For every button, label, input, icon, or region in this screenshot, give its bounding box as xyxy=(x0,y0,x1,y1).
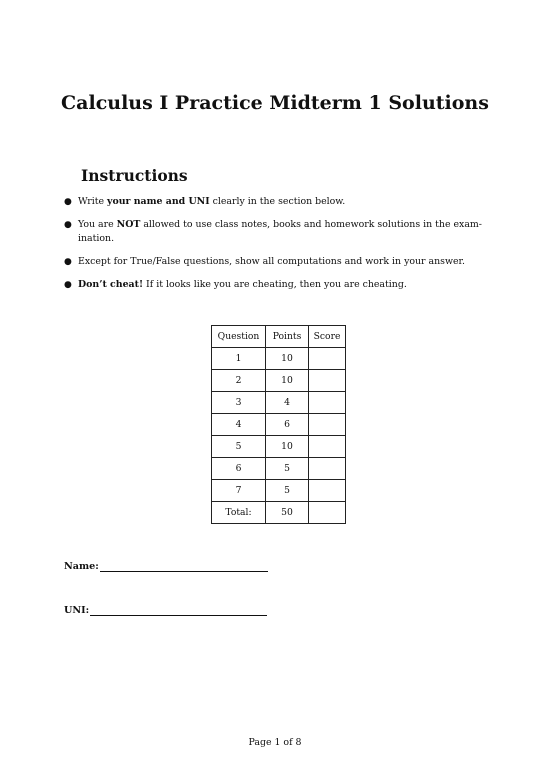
instruction-text: Except for True/False questions, show all computations and work in your answer. xyxy=(78,256,465,267)
name-label: Name: xyxy=(64,561,99,572)
uni-label: UNI: xyxy=(64,605,90,616)
table-row xyxy=(212,392,346,414)
total-score-cell[interactable] xyxy=(309,502,346,524)
uni-field xyxy=(64,604,267,616)
bullet-icon: ● xyxy=(64,197,72,207)
table-header-row xyxy=(212,326,346,348)
points-cell: 10 xyxy=(266,348,309,370)
instruction-emphasis: Don’t cheat! xyxy=(78,279,144,290)
question-cell: 2 xyxy=(212,370,266,392)
column-header-question: Question xyxy=(212,326,266,348)
question-cell: 3 xyxy=(212,392,266,414)
instruction-text: You are xyxy=(78,219,117,230)
score-cell[interactable] xyxy=(309,436,346,458)
table-total-row xyxy=(212,502,346,524)
bullet-icon: ● xyxy=(64,220,72,230)
instruction-text: If it looks like you are cheating, then you are cheating. xyxy=(143,279,407,290)
question-cell: 4 xyxy=(212,414,266,436)
score-cell[interactable] xyxy=(309,458,346,480)
instruction-item xyxy=(64,278,494,292)
question-cell: 5 xyxy=(212,436,266,458)
points-cell: 5 xyxy=(266,458,309,480)
question-cell: 7 xyxy=(212,480,266,502)
score-cell[interactable] xyxy=(309,392,346,414)
score-cell[interactable] xyxy=(309,480,346,502)
score-cell[interactable] xyxy=(309,414,346,436)
total-label-cell: Total: xyxy=(212,502,266,524)
score-table xyxy=(211,325,346,524)
table-row xyxy=(212,348,346,370)
table-row xyxy=(212,480,346,502)
instruction-emphasis: your name and UNI xyxy=(107,196,210,207)
points-cell: 10 xyxy=(266,436,309,458)
score-cell[interactable] xyxy=(309,370,346,392)
instruction-text: allowed to use class notes, books and homework solutions in the exam-ination. xyxy=(78,219,482,244)
points-cell: 10 xyxy=(266,370,309,392)
instructions-list xyxy=(64,195,494,301)
instructions-heading: Instructions xyxy=(81,166,188,185)
column-header-score: Score xyxy=(309,326,346,348)
instruction-text: clearly in the section below. xyxy=(209,196,346,207)
page-number: Page 1 of 8 xyxy=(248,737,302,748)
points-cell: 5 xyxy=(266,480,309,502)
name-blank-line[interactable] xyxy=(100,560,268,572)
table-row xyxy=(212,458,346,480)
table-row xyxy=(212,436,346,458)
instruction-item xyxy=(64,255,494,269)
name-field xyxy=(64,560,268,572)
total-points-cell: 50 xyxy=(266,502,309,524)
bullet-icon: ● xyxy=(64,280,72,290)
instruction-item xyxy=(64,195,494,209)
score-cell[interactable] xyxy=(309,348,346,370)
question-cell: 1 xyxy=(212,348,266,370)
points-cell: 4 xyxy=(266,392,309,414)
column-header-points: Points xyxy=(266,326,309,348)
table-row xyxy=(212,414,346,436)
points-cell: 6 xyxy=(266,414,309,436)
document-title: Calculus I Practice Midterm 1 Solutions xyxy=(61,92,489,114)
bullet-icon: ● xyxy=(64,257,72,267)
instruction-text: Write xyxy=(78,196,107,207)
table-row xyxy=(212,370,346,392)
instruction-emphasis: NOT xyxy=(116,219,141,230)
uni-blank-line[interactable] xyxy=(90,604,267,616)
question-cell: 6 xyxy=(212,458,266,480)
instruction-item xyxy=(64,218,494,246)
